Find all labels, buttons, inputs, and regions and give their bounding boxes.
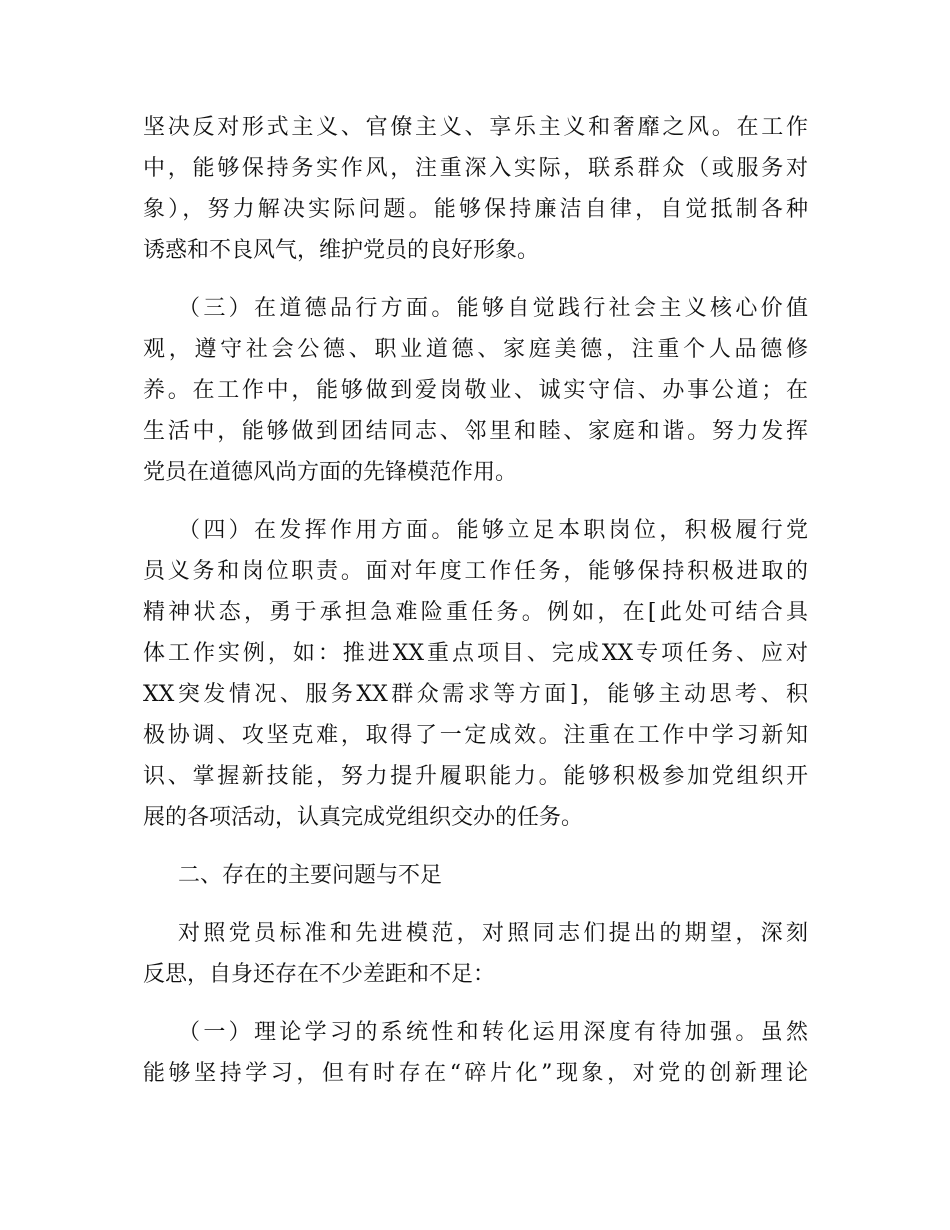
text-line: 体工作实例，如：推进XX重点项目、完成XX专项任务、应对 [143, 641, 808, 666]
text-line: （四）在发挥作用方面。能够立足本职岗位，积极履行党 [178, 518, 808, 543]
text-line: 能够坚持学习，但有时存在“碎片化”现象，对党的创新理论 [143, 1061, 808, 1086]
paragraph [143, 107, 808, 271]
paragraph [143, 1012, 808, 1094]
text-line: 识、掌握新技能，努力提升履职能力。能够积极参加党组织开 [143, 764, 808, 789]
text-line: （一）理论学习的系统性和转化运用深度有待加强。虽然 [178, 1020, 808, 1045]
text-line: 二、存在的主要问题与不足 [178, 863, 443, 888]
text-line: 坚决反对形式主义、官僚主义、享乐主义和奢靡之风。在工作 [143, 115, 808, 140]
text-line: XX突发情况、服务XX群众需求等方面]，能够主动思考、积 [143, 682, 808, 707]
text-line: 诱惑和不良风气，维护党员的良好形象。 [143, 238, 540, 263]
paragraph [143, 510, 808, 838]
text-line: 生活中，能够做到团结同志、邻里和睦、家庭和谐。努力发挥 [143, 419, 808, 444]
document-page [143, 107, 808, 1111]
paragraph [143, 288, 808, 493]
text-line: 养。在工作中，能够做到爱岗敬业、诚实守信、办事公道；在 [143, 378, 808, 403]
text-line: 党员在道德风尚方面的先锋模范作用。 [143, 460, 518, 485]
text-line: 中，能够保持务实作风，注重深入实际，联系群众（或服务对 [143, 156, 808, 181]
text-line: 反思，自身还存在不少差距和不足： [143, 962, 496, 987]
text-line: 员义务和岗位职责。面对年度工作任务，能够保持积极进取的 [143, 559, 808, 584]
text-line: 精神状态，勇于承担急难险重任务。例如，在[此处可结合具 [143, 600, 808, 625]
text-line: 象），努力解决实际问题。能够保持廉洁自律，自觉抵制各种 [143, 197, 808, 222]
text-line: 观，遵守社会公德、职业道德、家庭美德，注重个人品德修 [143, 337, 808, 362]
paragraph [143, 913, 808, 995]
text-line: 对照党员标准和先进模范，对照同志们提出的期望，深刻 [178, 921, 808, 946]
section-heading [143, 855, 808, 896]
text-line: 极协调、攻坚克难，取得了一定成效。注重在工作中学习新知 [143, 723, 808, 748]
text-line: （三）在道德品行方面。能够自觉践行社会主义核心价值 [178, 296, 808, 321]
text-line: 展的各项活动，认真完成党组织交办的任务。 [143, 805, 584, 830]
